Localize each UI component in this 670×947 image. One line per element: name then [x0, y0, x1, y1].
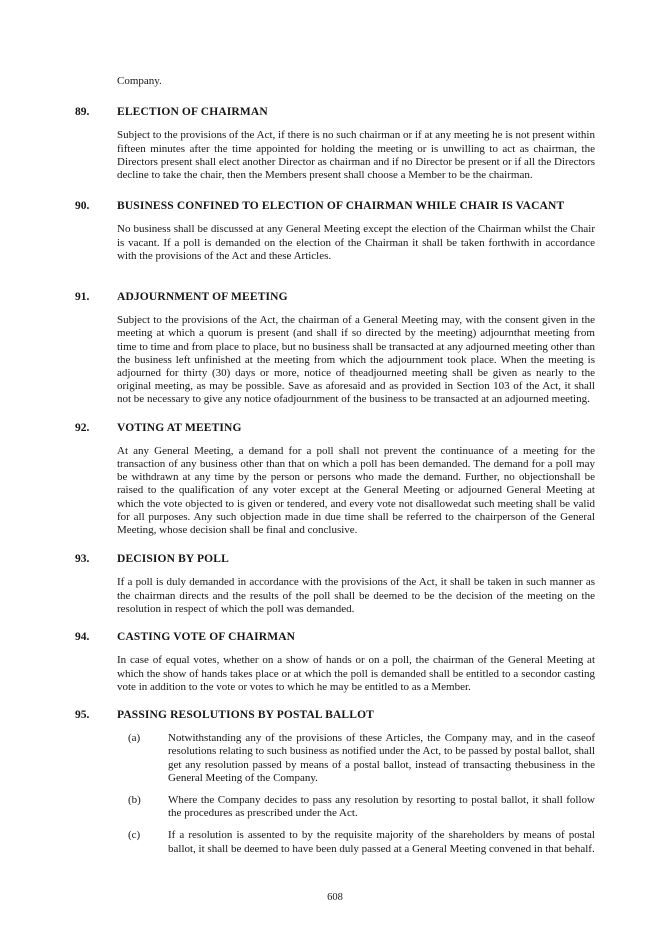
section-paragraph: Subject to the provisions of the Act, if there is no such chairman or if at any meeting he is not present within fifteen minutes after the time appointed for holding the meeting or is unwilling to act as chairman, the Directors present shall elect another Director as chairman and if no Director be present or if all the Directors decline to take the chair, then the Members present shall choose a Member to be the chairman. — [117, 129, 595, 182]
intro-text: Company. — [117, 75, 162, 87]
section-number: 94. — [75, 631, 90, 644]
section-paragraph: In case of equal votes, whether on a show of hands or on a poll, the chairman of the General Meeting at which the show of hands takes place or at which the poll is demanded shall be entitled to a secondor casting vote in addition to the vote or votes to which he may be entitled to as a Member. — [117, 654, 595, 693]
section-paragraph: If a poll is duly demanded in accordance with the provisions of the Act, it shall be taken in such manner as the chairman directs and the results of the poll shall be deemed to be the decision of the meeting on the resolution in respect of which the poll was demanded. — [117, 576, 595, 615]
page-number: 608 — [327, 892, 343, 903]
section-92 — [75, 421, 595, 538]
section-body — [117, 732, 595, 856]
section-number: 90. — [75, 200, 90, 213]
section-heading: BUSINESS CONFINED TO ELECTION OF CHAIRMAN WHILE CHAIR IS VACANT — [117, 200, 565, 213]
section-90 — [75, 199, 595, 263]
section-paragraph: At any General Meeting, a demand for a poll shall not prevent the continuance of a meeting for the transaction of any business other than that on which a poll has been demanded. The demand for a poll may be withdrawn at any time by the person or persons who made the demand. Further, no objectionshall be raised to the qualification of any voter except at the General Meeting or adjourned General Meeting at which the vote objected to is given or tendered, and every vote not disallowedat such meeting shall be valid for all purposes. Any such objection made in due time shall be referred to the chairperson of the General Meeting, whose decision shall be final and conclusive. — [117, 444, 595, 537]
subitem-text: Where the Company decides to pass any resolution by resorting to postal ballot, it shall follow the procedures as prescribed under the Act. — [168, 793, 595, 820]
section-heading-row — [75, 421, 595, 435]
section-subitem — [117, 732, 595, 785]
subitem-label: (c) — [128, 829, 141, 842]
section-heading-row — [75, 552, 595, 566]
section-number: 89. — [75, 106, 90, 119]
section-body — [117, 654, 595, 694]
section-89 — [75, 105, 595, 182]
sections-container — [75, 105, 595, 856]
section-heading: DECISION BY POLL — [117, 553, 229, 566]
section-subitem — [117, 794, 595, 820]
section-91 — [75, 290, 595, 407]
subitem-text: If a resolution is assented to by the requisite majority of the shareholders by means of postal ballot, it shall be deemed to have been duly passed at a General Meeting convened in that behalf. — [168, 829, 595, 855]
section-heading-row — [75, 105, 595, 119]
section-heading: CASTING VOTE OF CHAIRMAN — [117, 631, 296, 644]
section-94 — [75, 630, 595, 694]
section-paragraph: Subject to the provisions of the Act, the chairman of a General Meeting may, with the consent given in the meeting at which a quorum is present (and shall if so directed by the meeting) adjournthat meeting from time to time and from place to place, but no business shall be transacted at any adjourned meeting other than the business left unfinished at the meeting from which the adjournment took place. When the meeting is adjourned for thirty (30) days or more, notice of theadjourned meeting shall be given as nearly to the original meeting, as may be possible. Save as aforesaid and as provided in Section 103 of the Act, it shall not be necessary to give any notice ofadjournment of the business to be transacted at an adjourned meeting. — [117, 314, 595, 406]
section-heading-row — [75, 630, 595, 644]
section-heading-row — [75, 708, 595, 722]
section-body — [117, 129, 595, 182]
section-number: 95. — [75, 708, 90, 721]
section-number: 91. — [75, 291, 90, 304]
section-heading: PASSING RESOLUTIONS BY POSTAL BALLOT — [117, 708, 374, 721]
section-paragraph: No business shall be discussed at any General Meeting except the election of the Chairman whilst the Chair is vacant. If a poll is demanded on the election of the Chairman it shall be taken forthwith in accordance with the provisions of the Act and these Articles. — [117, 223, 595, 262]
section-heading: VOTING AT MEETING — [117, 421, 242, 434]
section-body — [117, 576, 595, 616]
section-95 — [75, 708, 595, 856]
section-body — [117, 445, 595, 537]
section-heading-row — [75, 199, 595, 213]
section-body — [117, 314, 595, 406]
subitem-text: Notwithstanding any of the provisions of these Articles, the Company may, and in the caseof resolutions relating to such business as notified under the Act, to be passed by postal ballot, shall get any resolution passed by means of a postal ballot, instead of transacting thebusiness in the General Meeting of the Company. — [168, 732, 595, 784]
section-body — [117, 223, 595, 263]
subitem-label: (a) — [128, 732, 141, 745]
section-subitem — [117, 829, 595, 855]
section-heading: ELECTION OF CHAIRMAN — [117, 106, 268, 119]
section-number: 92. — [75, 421, 90, 434]
section-number: 93. — [75, 553, 90, 566]
section-93 — [75, 552, 595, 616]
subitem-label: (b) — [128, 793, 141, 806]
section-heading: ADJOURNMENT OF MEETING — [117, 291, 288, 304]
section-heading-row — [75, 290, 595, 304]
